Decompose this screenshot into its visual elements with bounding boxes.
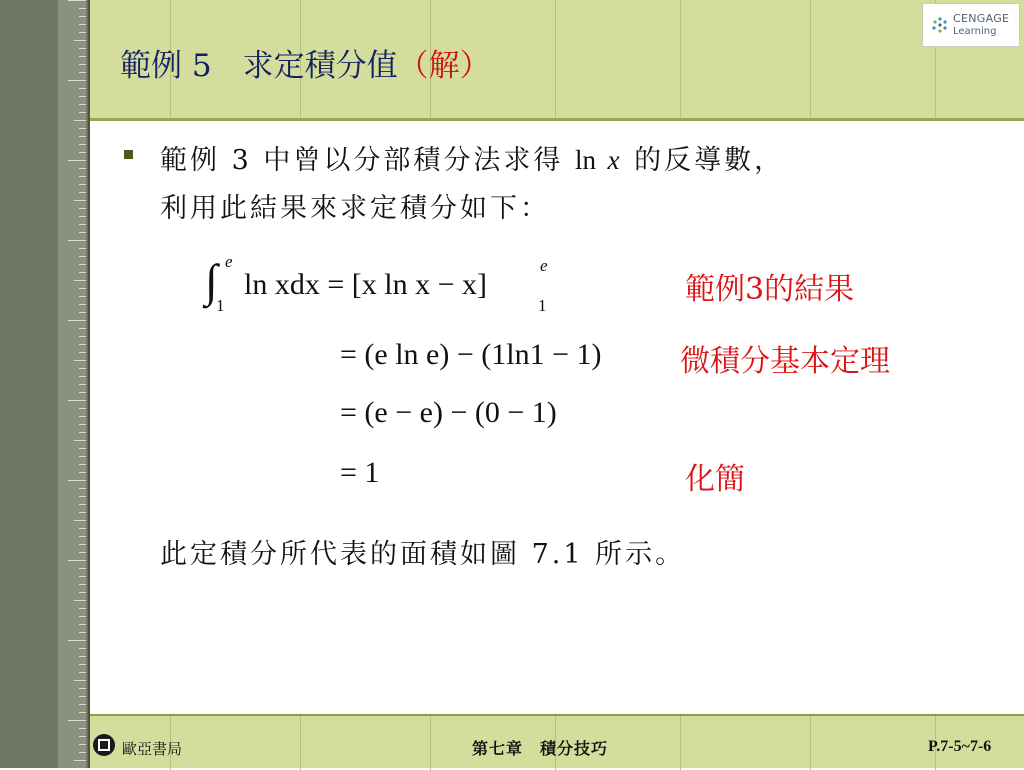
ruler-tick xyxy=(79,48,86,49)
ruler-tick xyxy=(79,656,86,657)
cengage-logo-icon xyxy=(922,3,1020,47)
note-fundamental-theorem: 微積分基本定理 xyxy=(680,344,890,379)
ruler-tick xyxy=(68,640,86,641)
cengage-dots-icon xyxy=(931,16,949,34)
ruler-tick xyxy=(79,136,86,137)
body-line-2: 利用此結果來求定積分如下： xyxy=(160,193,550,224)
ruler-tick xyxy=(79,672,86,673)
ruler-tick xyxy=(79,128,86,129)
equation-line-1: ln xdx = [x ln x − x] xyxy=(244,268,487,301)
ruler-tick xyxy=(79,568,86,569)
ruler-tick xyxy=(79,328,86,329)
ruler-tick xyxy=(79,208,86,209)
ruler-tick xyxy=(79,608,86,609)
ruler-tick xyxy=(68,320,86,321)
ruler-tick xyxy=(79,192,86,193)
ruler-tick xyxy=(79,464,86,465)
note-simplify: 化簡 xyxy=(685,462,745,497)
ruler-tick xyxy=(79,256,86,257)
conclusion-text: 此定積分所代表的面積如圖 7.1 所示。 xyxy=(160,539,686,570)
footer-grid-line xyxy=(810,716,811,770)
ruler-tick xyxy=(68,80,86,81)
ruler-tick xyxy=(79,752,86,753)
logo-text-cengage: CENGAGE xyxy=(953,12,1010,25)
logo-text-learning: Learning xyxy=(953,26,997,37)
ruler-tick xyxy=(74,360,86,361)
bracket-upper-limit: e xyxy=(540,256,548,275)
ruler-tick xyxy=(74,440,86,441)
left-ruler-decoration xyxy=(0,0,88,768)
integral-lower-limit: 1 xyxy=(216,296,225,315)
publisher-name: 歐亞書局 xyxy=(122,740,183,758)
ruler-tick xyxy=(68,240,86,241)
ruler-tick xyxy=(79,8,86,9)
ruler-tick xyxy=(79,744,86,745)
ruler-tick xyxy=(79,344,86,345)
ruler-tick xyxy=(79,312,86,313)
note-example-3-result: 範例3的結果 xyxy=(685,272,855,307)
footer-grid-line xyxy=(300,716,301,770)
ruler-tick xyxy=(79,368,86,369)
ruler-tick xyxy=(68,560,86,561)
ruler-tick xyxy=(68,0,86,1)
ruler-tick xyxy=(79,552,86,553)
ruler-tick xyxy=(79,624,86,625)
ruler-tick xyxy=(79,496,86,497)
variable-x: x xyxy=(607,145,623,175)
slide-title xyxy=(120,40,491,85)
equation-line-3: = (e − e) − (0 − 1) xyxy=(340,396,557,429)
footer-grid-line xyxy=(430,716,431,770)
equation-line-2: = (e ln e) − (1ln1 − 1) xyxy=(340,338,602,371)
ruler-tick xyxy=(74,40,86,41)
ruler-tick xyxy=(79,584,86,585)
ruler-tick xyxy=(79,144,86,145)
ruler-tick xyxy=(79,408,86,409)
equation-line-4: = 1 xyxy=(340,456,380,489)
ln-text: ln xyxy=(574,145,596,175)
bullet-square-icon xyxy=(124,150,133,159)
slide-title-answer: （解） xyxy=(397,48,491,84)
ruler-tick xyxy=(79,712,86,713)
header-grid-line xyxy=(555,0,556,118)
ruler-tick xyxy=(79,448,86,449)
ruler-tick xyxy=(79,488,86,489)
ruler-tick xyxy=(79,88,86,89)
body-line-1-tail: 的反導數， xyxy=(622,145,785,176)
ruler-tick xyxy=(79,96,86,97)
chapter-label: 第七章 積分技巧 xyxy=(472,739,609,758)
ruler-tick xyxy=(79,632,86,633)
ruler-tick xyxy=(79,504,86,505)
ruler-tick xyxy=(79,168,86,169)
ruler-tick xyxy=(79,112,86,113)
page-number: P.7-5~7-6 xyxy=(928,738,992,755)
ruler-tick xyxy=(79,184,86,185)
ruler-tick xyxy=(79,528,86,529)
ruler-tick xyxy=(79,24,86,25)
ruler-tick xyxy=(79,392,86,393)
ruler-tick xyxy=(79,296,86,297)
ruler-tick xyxy=(79,304,86,305)
header-grid-line xyxy=(680,0,681,118)
ruler-tick xyxy=(79,232,86,233)
integral-sign-icon: ∫ xyxy=(205,255,218,306)
ruler-tick xyxy=(79,176,86,177)
ruler-tick xyxy=(79,336,86,337)
ruler-tick xyxy=(79,736,86,737)
bracket-lower-limit: 1 xyxy=(538,296,547,315)
publisher-logo-icon xyxy=(93,734,115,756)
ruler-tick xyxy=(74,200,86,201)
ruler-tick xyxy=(79,224,86,225)
ruler-tick xyxy=(79,704,86,705)
ruler-tick xyxy=(79,384,86,385)
ruler-tick xyxy=(79,728,86,729)
ruler-tick xyxy=(79,472,86,473)
ruler-tick xyxy=(79,352,86,353)
slide-title-text: 範例 5 求定積分值 xyxy=(120,48,398,84)
ruler-tick xyxy=(74,520,86,521)
ruler-tick xyxy=(68,160,86,161)
ruler-tick xyxy=(74,600,86,601)
ruler-tick xyxy=(79,16,86,17)
ruler-tick xyxy=(79,544,86,545)
header-grid-line xyxy=(810,0,811,118)
ruler-tick xyxy=(79,416,86,417)
ruler-tick xyxy=(79,264,86,265)
ruler-tick xyxy=(79,432,86,433)
ruler-tick xyxy=(74,680,86,681)
ruler-tick xyxy=(79,688,86,689)
ruler-tick xyxy=(79,32,86,33)
ruler-tick xyxy=(79,536,86,537)
ruler-tick xyxy=(68,720,86,721)
ruler-tick xyxy=(79,272,86,273)
ruler-tick xyxy=(79,576,86,577)
footer-band xyxy=(90,714,1024,768)
ruler-tick xyxy=(74,120,86,121)
ruler-tick xyxy=(79,664,86,665)
ruler-tick xyxy=(79,248,86,249)
ruler-tick xyxy=(79,288,86,289)
ruler-tick xyxy=(79,104,86,105)
ruler-tick xyxy=(74,280,86,281)
ruler-tick xyxy=(68,480,86,481)
ruler-tick xyxy=(68,400,86,401)
ruler-tick xyxy=(79,56,86,57)
header-divider xyxy=(90,118,1024,121)
ruler-tick xyxy=(79,152,86,153)
footer-grid-line xyxy=(680,716,681,770)
body-line-1 xyxy=(160,138,784,177)
ruler-tick xyxy=(79,216,86,217)
ruler-tick xyxy=(79,616,86,617)
integral-upper-limit: e xyxy=(225,252,233,271)
ruler-tick xyxy=(79,424,86,425)
ruler-tick xyxy=(79,592,86,593)
ruler-tick xyxy=(79,72,86,73)
ruler-tick xyxy=(79,64,86,65)
ruler-tick xyxy=(79,696,86,697)
body-line-1-text: 範例 3 中曾以分部積分法求得 xyxy=(160,145,575,176)
ruler-tick xyxy=(79,376,86,377)
ruler-tick xyxy=(74,760,86,761)
ruler-tick xyxy=(79,648,86,649)
ruler-tick xyxy=(79,456,86,457)
ruler-tick xyxy=(79,512,86,513)
